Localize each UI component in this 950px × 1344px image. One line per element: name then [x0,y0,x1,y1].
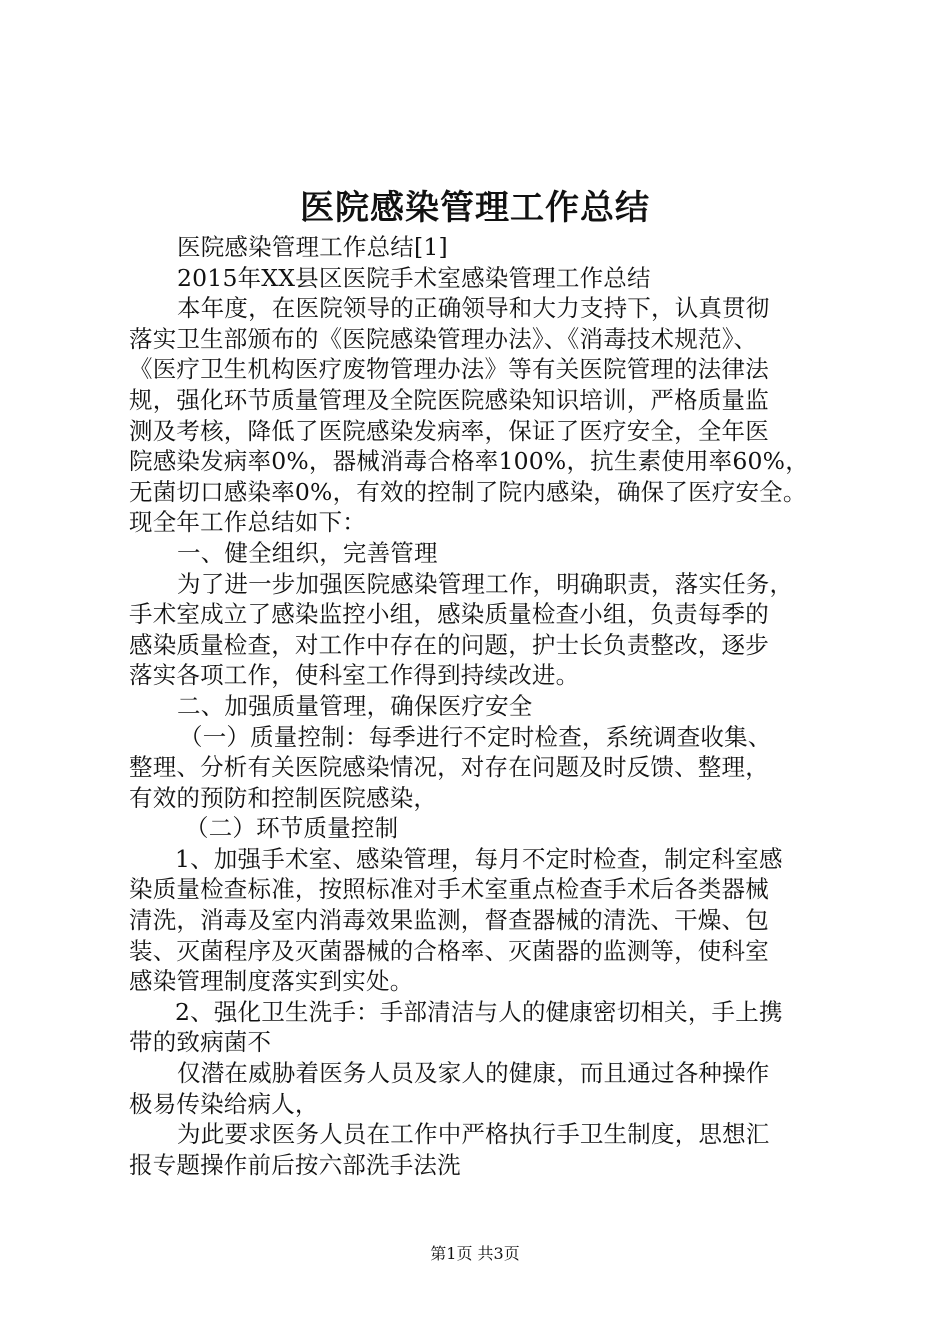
paragraph-line: 为此要求医务人员在工作中严格执行手卫生制度，思想汇 [177,1120,770,1149]
page-number-footer: 第1页 共3页 [430,1244,520,1263]
subtitle-line: 医院感染管理工作总结[1] [177,233,448,261]
paragraph-line: 院感染发病率0%，器械消毒合格率100%，抗生素使用率60%， [129,447,809,476]
paragraph-line: 落实各项工作，使科室工作得到持续改进。 [129,661,580,690]
paragraph-line: 1、加强手术室、感染管理，每月不定时检查，制定科室感 [175,844,783,873]
paragraph-line: 测及考核，降低了医院感染发病率，保证了医疗安全，全年医 [129,416,769,445]
paragraph-line: 染质量检查标准，按照标准对手术室重点检查手术后各类器械 [129,875,769,904]
paragraph-line: 清洗，消毒及室内消毒效果监测，督查器械的清洗、干燥、包 [129,906,769,935]
paragraph-line: 手术室成立了感染监控小组，感染质量检查小组，负责每季的 [129,600,769,629]
section-heading: 一、健全组织，完善管理 [177,538,438,567]
paragraph-line: 规，强化环节质量管理及全院医院感染知识培训，严格质量监 [129,385,769,414]
paragraph-line: 极易传染给病人， [129,1089,319,1118]
paragraph-line: 为了进一步加强医院感染管理工作，明确职责，落实任务， [177,569,794,598]
paragraph-line: （一）质量控制：每季进行不定时检查，系统调查收集、 [179,722,772,751]
paragraph-line: 2、强化卫生洗手：手部清洁与人的健康密切相关，手上携 [175,997,783,1026]
report-heading: 2015年XX县区医院手术室感染管理工作总结 [177,263,651,292]
subsection-heading: （二）环节质量控制 [185,814,399,843]
paragraph-line: 带的致病菌不 [129,1028,272,1057]
paragraph-line: 感染质量检查，对工作中存在的问题，护士长负责整改，逐步 [129,630,769,659]
paragraph-line: 有效的预防和控制医院感染， [129,783,438,812]
section-heading: 二、加强质量管理，确保医疗安全 [177,691,533,720]
paragraph-line: 现全年工作总结如下： [129,508,366,537]
document-title: 医院感染管理工作总结 [300,188,650,228]
paragraph-line: 感染管理制度落实到实处。 [129,967,414,996]
paragraph-line: 本年度，在医院领导的正确领导和大力支持下，认真贯彻 [177,294,770,323]
document-body [129,232,829,1180]
paragraph-line: 报专题操作前后按六部洗手法洗 [129,1150,461,1179]
paragraph-line: 装、灭菌程序及灭菌器械的合格率、灭菌器的监测等，使科室 [129,936,769,965]
paragraph-line: 《医疗卫生机构医疗废物管理办法》等有关医院管理的法律法 [129,355,769,384]
paragraph-line: 无菌切口感染率0%，有效的控制了院内感染，确保了医疗安全。 [129,477,807,506]
paragraph-line: 整理、分析有关医院感染情况，对存在问题及时反馈、整理， [129,753,769,782]
paragraph-line: 仅潜在威胁着医务人员及家人的健康，而且通过各种操作 [177,1059,770,1088]
paragraph-line: 落实卫生部颁布的《医院感染管理办法》、《消毒技术规范》、 [129,324,758,353]
